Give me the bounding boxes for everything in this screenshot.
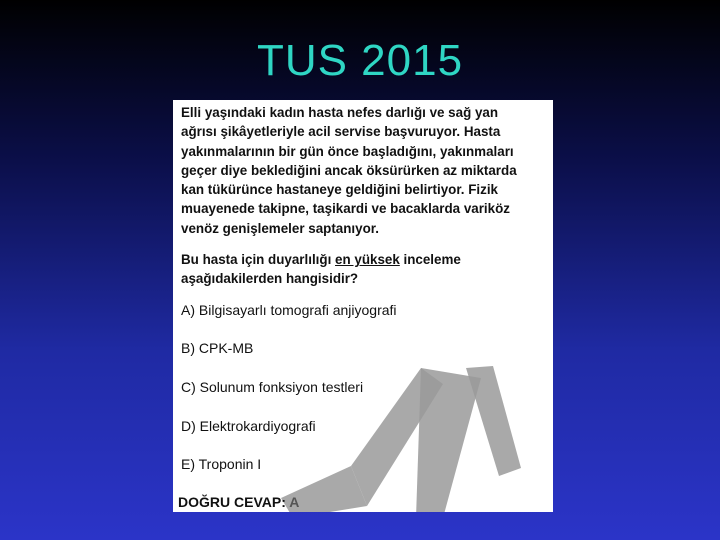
prompt-line-2: aşağıdakilerden hangisidir? [181, 271, 359, 287]
stem-line: Elli yaşındaki kadın hasta nefes darlığı ve sağ yan [181, 105, 499, 120]
stem-line: yakınmalarının bir gün önce başladığını, yakınmaları [181, 143, 514, 159]
stem-line: ağrısı şikâyetleriyle acil servise başvuruyor. Hasta [181, 124, 501, 140]
option-c: C) Solunum fonksiyon testleri [181, 379, 364, 395]
question-prompt [181, 250, 551, 289]
answer-label: DOĞRU CEVAP: [178, 494, 290, 510]
question-stem [181, 103, 551, 238]
option-e: E) Troponin I [181, 456, 262, 472]
option-d: D) Elektrokardiyografi [181, 418, 316, 434]
stem-line: kan tükürünce hastaneye geldiğini belirtiyor. Fizik [181, 182, 498, 198]
stem-line: venöz genişlemeler saptanıyor. [181, 220, 379, 236]
option-b: B) CPK-MB [181, 340, 254, 356]
correct-answer [178, 494, 299, 510]
prompt-emphasis: en yüksek [335, 252, 400, 267]
question-card [173, 100, 553, 512]
slide-title: TUS 2015 [256, 36, 464, 85]
prompt-text: inceleme [399, 252, 461, 267]
option-a: A) Bilgisayarlı tomografi anjiyografi [181, 302, 397, 318]
stem-line: geçer diye beklediğini ancak öksürürken az miktarda [181, 162, 517, 178]
answer-value: A [289, 494, 300, 510]
prompt-text: Bu hasta için duyarlılığı [181, 252, 336, 267]
stem-line: muayenede takipne, taşikardi ve bacaklarda variköz [181, 201, 510, 217]
